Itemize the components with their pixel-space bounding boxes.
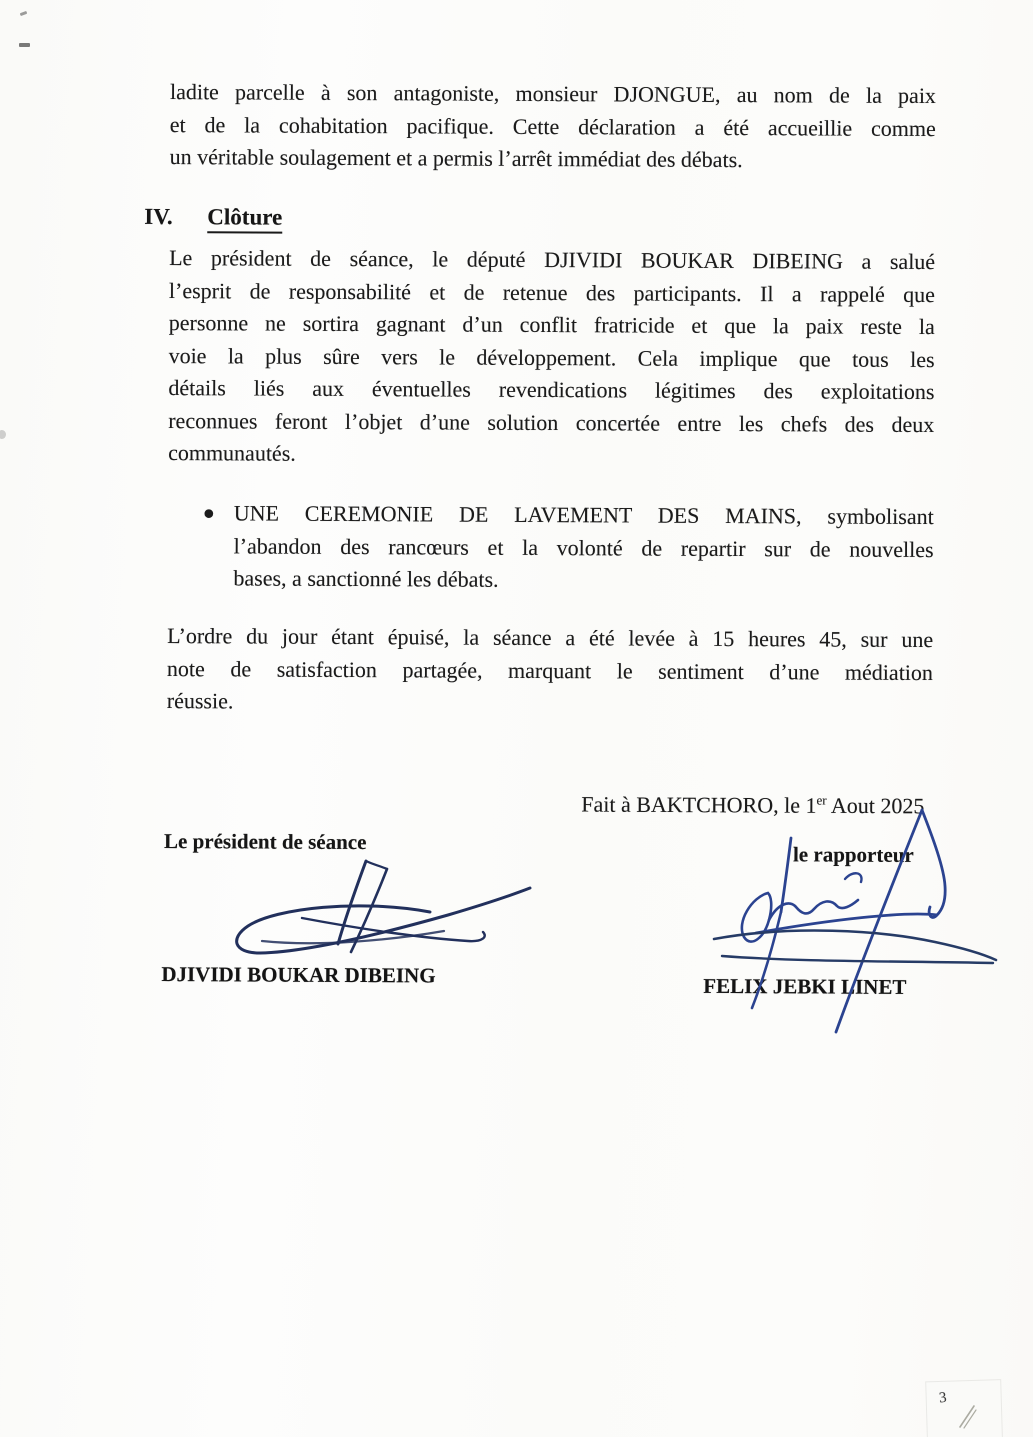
- date-text: Aout 2025: [826, 792, 925, 819]
- final-paragraph: [167, 620, 934, 722]
- intro-paragraph: [170, 76, 937, 178]
- paragraph-line: voie la plus sûre vers le développement. Cela implique que tous les: [168, 342, 935, 372]
- paragraph-line: L’ordre du jour étant épuisé, la séance a été levée à 15 heures 45, sur une: [167, 623, 934, 653]
- rapporteur-name: FELIX JEBKI LINET: [703, 973, 907, 999]
- rapporteur-role-label: le rapporteur: [792, 842, 914, 867]
- bullet-line: l’abandon des rancœurs et la volonté de repartir sur de nouvelles: [233, 532, 934, 562]
- paragraph-line: note de satisfaction partagée, marquant le sentiment d’une médiation: [166, 655, 934, 685]
- page-number: 3: [938, 1389, 948, 1407]
- paragraph-line: ladite parcelle à son antagoniste, monsieur DJONGUE, au nom de la paix: [169, 79, 937, 109]
- paragraph-line: détails liés aux éventuelles revendications légitimes des exploitations: [168, 375, 935, 405]
- paragraph-line: personne ne sortira gagnant d’un conflit fratricide et que la paix reste la: [168, 310, 935, 340]
- section-title: Clôture: [207, 204, 282, 233]
- bullet-line: bases, a sanctionné les débats.: [233, 565, 499, 592]
- paragraph-line: un véritable soulagement et a permis l’arrêt immédiat des débats.: [169, 144, 743, 173]
- section-heading: [144, 204, 282, 231]
- president-name: DJIVIDI BOUKAR DIBEING: [161, 962, 436, 988]
- bullet-icon: ●: [202, 502, 215, 525]
- president-role-label: Le président de séance: [164, 829, 367, 855]
- section-numeral: IV.: [144, 203, 173, 230]
- page-corner-fold: [925, 1379, 1003, 1437]
- paragraph-line: reconnues feront l’objet d’une solution concertée entre les chefs des deux: [168, 407, 935, 437]
- bullet-line: UNE CEREMONIE DE LAVEMENT DES MAINS, symbolisant: [233, 500, 934, 530]
- paragraph-line: l’esprit de responsabilité et de retenue des participants. Il a rappelé que: [168, 277, 936, 307]
- paragraph-line: et de la cohabitation pacifique. Cette déclaration a été accueillie comme: [169, 111, 936, 141]
- closing-paragraph: [168, 242, 935, 474]
- date-place-line: [581, 783, 924, 823]
- paragraph-line: réussie.: [166, 688, 234, 714]
- paragraph-line: Le président de séance, le député DJIVIDI BOUKAR DIBEING a salué: [169, 245, 936, 275]
- paragraph-line: communautés.: [168, 440, 296, 466]
- date-ordinal-suffix: er: [816, 792, 827, 808]
- bullet-item: [202, 497, 934, 598]
- date-text: Fait à BAKTCHORO, le 1: [581, 791, 817, 818]
